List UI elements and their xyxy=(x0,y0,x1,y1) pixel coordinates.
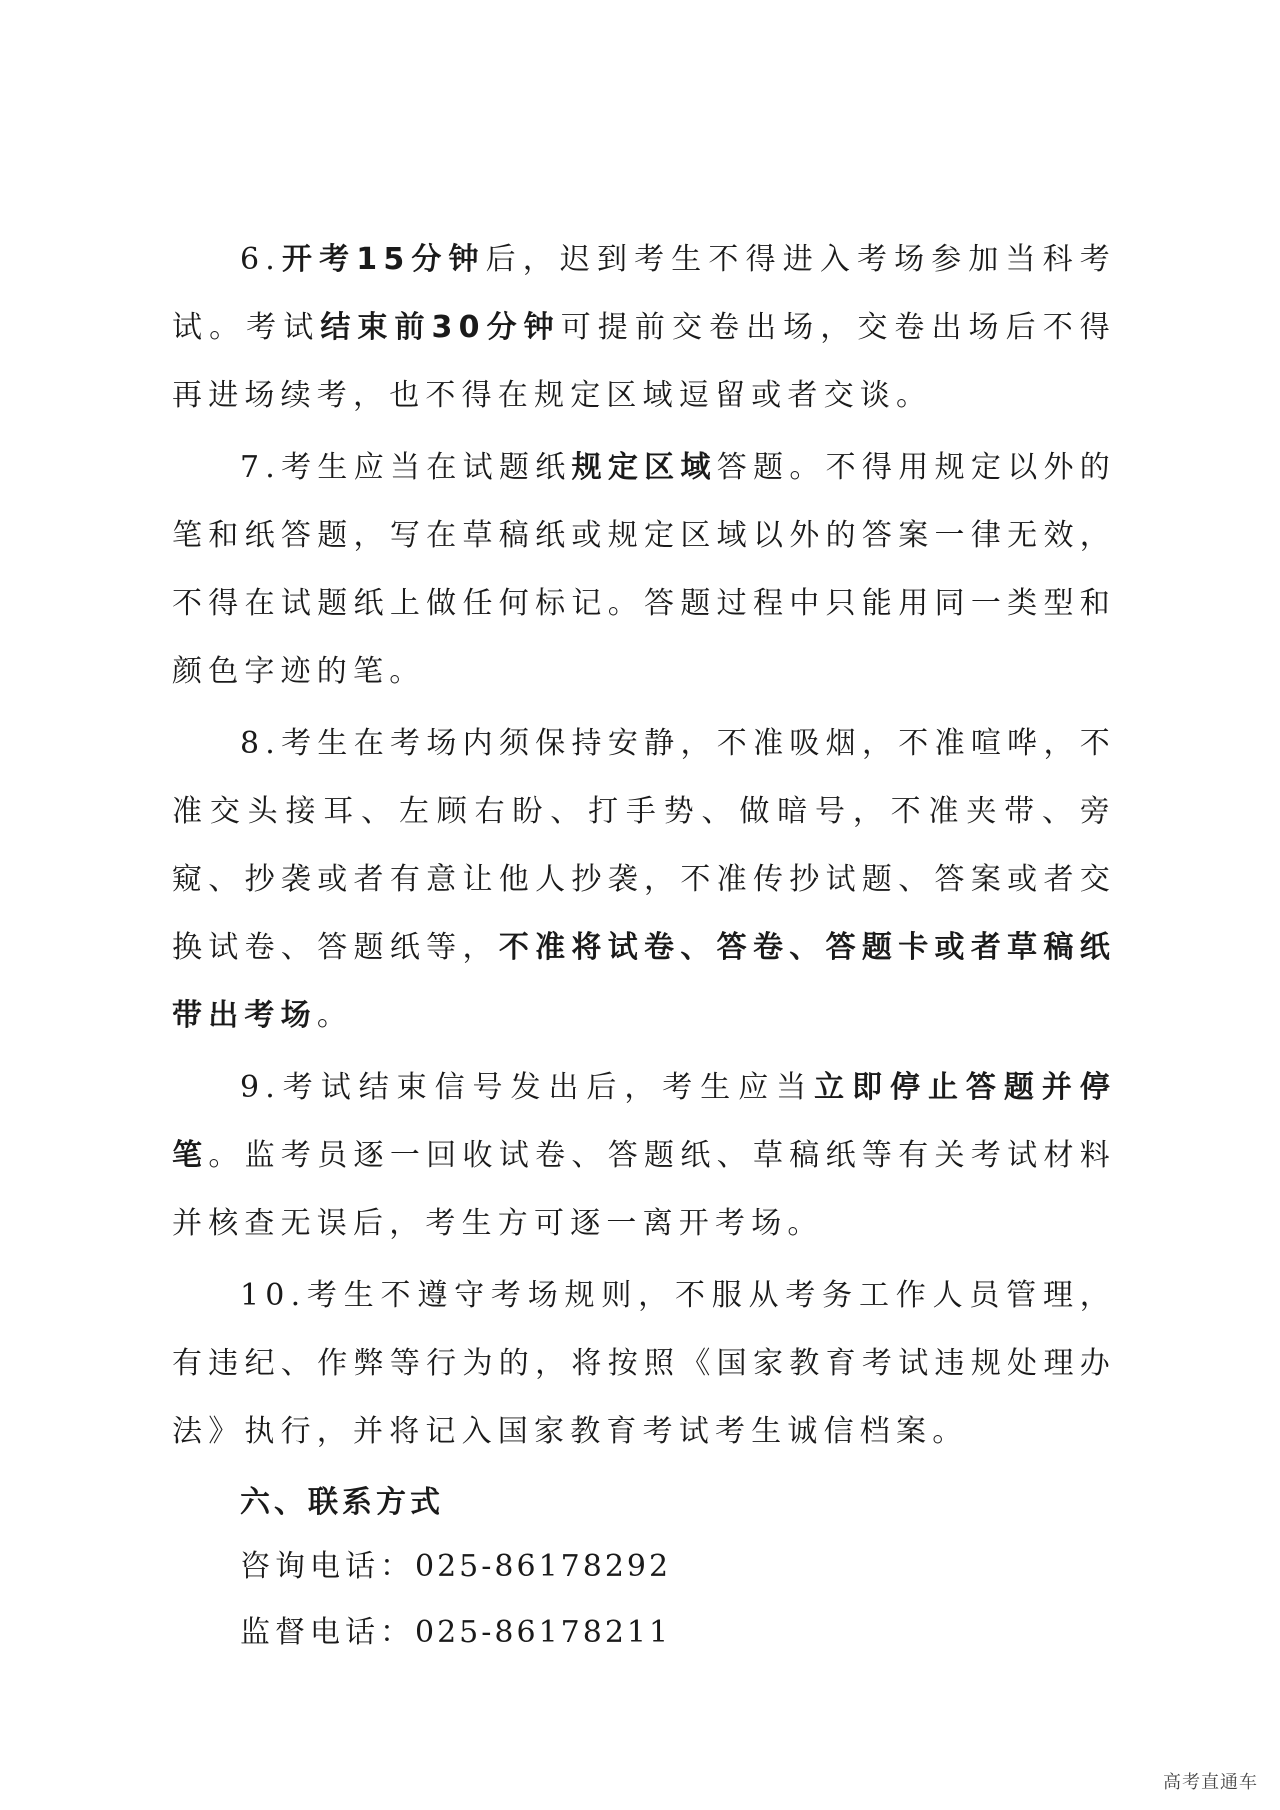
rule-paragraph xyxy=(172,1262,1116,1466)
rule-text: 考生在考场内须保持安静，不准吸烟，不准喧哗，不准交头接耳、左顾右盼、打手势、做暗号，不准夹带、旁窥、抄袭或者有意让他人抄袭，不准传抄试题、答案或者交换试卷、答题纸等， xyxy=(172,726,1116,965)
rule-text: 。监考员逐一回收试卷、答题纸、草稿纸等有关考试材料并核查无误后，考生方可逐一离开考场。 xyxy=(172,1138,1116,1241)
rule-text: 考试结束信号发出后，考生应当 xyxy=(281,1070,815,1105)
supervise-phone-label: 监督电话： xyxy=(240,1615,415,1650)
rule-paragraph xyxy=(172,710,1116,1050)
rule-text: 后，迟到考生不得进入考场参加当科考试。考试 xyxy=(172,242,1116,345)
watermark-text: 高考直通车 xyxy=(1163,1772,1258,1793)
rule-emphasis-text: 立即停止答题并停笔 xyxy=(172,1070,1116,1173)
supervise-phone-number: 025-86178211 xyxy=(415,1615,672,1650)
rule-paragraph xyxy=(172,1054,1116,1258)
rule-text: 考生不遵守考场规则，不服从考务工作人员管理，有违纪、作弊等行为的，将按照《国家教育考试违规处理办法》执行，并将记入国家教育考试考生诚信档案。 xyxy=(172,1278,1116,1449)
rule-number: 8. xyxy=(240,726,282,761)
rule-number: 7. xyxy=(240,450,282,485)
rule-paragraph xyxy=(172,226,1116,430)
rule-emphasis-text: 不准将试卷、答卷、答题卡或者草稿纸带出考场 xyxy=(172,930,1116,1033)
rule-paragraph xyxy=(172,434,1116,706)
rule-number: 6. xyxy=(240,242,282,277)
rule-text: 答题。不得用规定以外的笔和纸答题，写在草稿纸或规定区域以外的答案一律无效，不得在试题纸上做任何标记。答题过程中只能用同一类型和颜色字迹的笔。 xyxy=(172,450,1116,689)
rule-text: 考生应当在试题纸 xyxy=(281,450,572,485)
rule-emphasis-text: 结束前30分钟 xyxy=(320,310,561,345)
rule-text: 可提前交卷出场，交卷出场后不得再进场续考，也不得在规定区域逗留或者交谈。 xyxy=(172,310,1116,413)
rule-number: 10. xyxy=(240,1278,307,1313)
supervise-phone-line xyxy=(172,1600,1116,1666)
rule-emphasis-text: 开考15分钟 xyxy=(281,242,486,277)
section-title: 六、联系方式 xyxy=(240,1485,444,1520)
rule-number: 9. xyxy=(240,1070,282,1105)
document-body xyxy=(172,226,1116,1666)
rule-emphasis-text: 规定区域 xyxy=(571,450,717,485)
consult-phone-label: 咨询电话： xyxy=(240,1549,415,1584)
consult-phone-number: 025-86178292 xyxy=(415,1549,672,1584)
rules-list xyxy=(172,226,1116,1466)
consult-phone-line xyxy=(172,1534,1116,1600)
rule-text: 。 xyxy=(316,998,354,1033)
